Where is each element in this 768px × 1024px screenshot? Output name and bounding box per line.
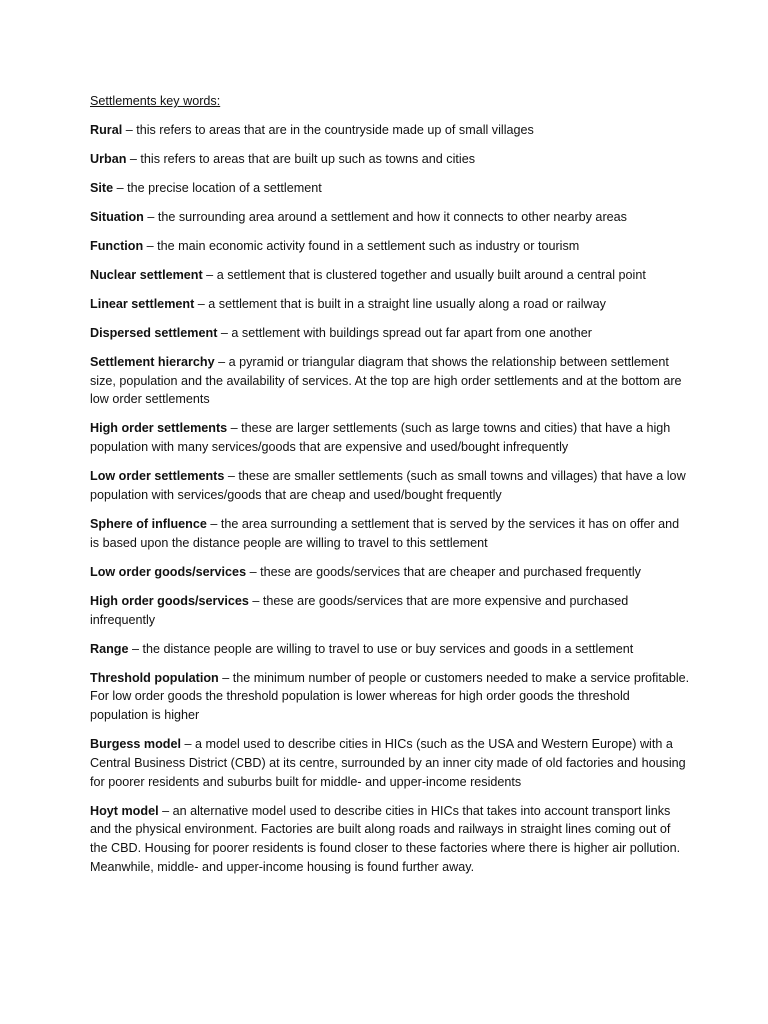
- keyword-entry: [90, 669, 690, 725]
- keyword-term: Rural: [90, 122, 123, 137]
- keyword-term: Function: [90, 238, 144, 253]
- keyword-definition: – the distance people are willing to travel to use or buy services and goods in a settlement: [128, 641, 634, 656]
- keyword-term: Hoyt model: [90, 803, 159, 818]
- keyword-definition: – a model used to describe cities in HICs (such as the USA and Western Europe) with a Central Business District (CBD) at its centre, surrounded by an inner city made of old factories and housing for poorer residents and suburbs built for middle- and upper-income residents: [90, 737, 686, 789]
- keyword-definition: – a settlement with buildings spread out far apart from one another: [217, 325, 592, 340]
- keyword-term: High order goods/services: [90, 593, 249, 608]
- keyword-entry: [90, 324, 690, 343]
- keyword-definition: – the minimum number of people or customers needed to make a service profitable. For low order goods the threshold population is lower whereas for high order goods the threshold population is higher: [90, 670, 690, 723]
- keyword-entry: [90, 208, 690, 227]
- keyword-entry: [90, 640, 690, 659]
- keyword-entry: [90, 150, 690, 169]
- keyword-entry: [90, 802, 690, 877]
- keyword-term: Situation: [90, 209, 144, 224]
- keyword-entry: [90, 563, 690, 582]
- page-heading: Settlements key words:: [90, 94, 221, 108]
- keyword-definition: – the main economic activity found in a settlement such as industry or tourism: [143, 238, 580, 253]
- keyword-term: Settlement hierarchy: [90, 354, 215, 369]
- keyword-entry: [90, 419, 690, 457]
- keyword-definition: – a pyramid or triangular diagram that shows the relationship between settlement size, population and the availability of services. At the top are high order settlements and at the bottom are low order settlements: [90, 354, 682, 407]
- keyword-definition: – these are goods/services that are more expensive and purchased infrequently: [90, 593, 629, 627]
- keyword-definition: – the precise location of a settlement: [113, 180, 322, 195]
- keyword-definition: – the area surrounding a settlement that is served by the services it has on offer and is based upon the distance people are willing to travel to this settlement: [90, 517, 680, 550]
- keyword-term: High order settlements: [90, 421, 228, 436]
- keyword-term: Threshold population: [90, 670, 219, 685]
- keyword-entry: [90, 295, 690, 314]
- keyword-term: Low order settlements: [90, 469, 225, 484]
- keyword-entry: [90, 735, 690, 791]
- keyword-entry: [90, 266, 690, 285]
- keyword-term: Site: [90, 180, 114, 195]
- keyword-entry: [90, 121, 690, 140]
- keyword-definition: – these are smaller settlements (such as small towns and villages) that have a low population with services/goods that are cheap and used/bought frequently: [90, 469, 686, 503]
- keyword-entry: [90, 515, 690, 553]
- keyword-definition: – the surrounding area around a settlement and how it connects to other nearby areas: [143, 209, 627, 224]
- keyword-term: Range: [90, 641, 129, 656]
- keyword-term: Low order goods/services: [90, 564, 247, 579]
- keyword-definition: – this refers to areas that are built up such as towns and cities: [126, 151, 476, 166]
- keyword-definition: – an alternative model used to describe cities in HICs that takes into account transport links and the physical environment. Factories are built along roads and railways in straight lines coming out of the CBD. Housing for poorer residents is found closer to these factories where there is higher air pollution. Meanwhile, middle- and upper-income housing is found further away.: [90, 803, 681, 875]
- keyword-entry: [90, 353, 690, 409]
- keyword-term: Urban: [90, 151, 127, 166]
- keyword-entry: [90, 467, 690, 505]
- keyword-list: [90, 121, 690, 877]
- keyword-term: Linear settlement: [90, 296, 195, 311]
- keyword-definition: – these are goods/services that are cheaper and purchased frequently: [246, 564, 641, 579]
- keyword-definition: – this refers to areas that are in the countryside made up of small villages: [122, 122, 534, 137]
- keyword-definition: – a settlement that is clustered together and usually built around a central point: [202, 267, 646, 282]
- keyword-entry: [90, 592, 690, 630]
- keyword-term: Sphere of influence: [90, 517, 207, 531]
- keyword-term: Nuclear settlement: [90, 267, 203, 282]
- keyword-definition: – these are larger settlements (such as large towns and cities) that have a high population with many services/goods that are expensive and used/bought infrequently: [90, 421, 671, 455]
- keyword-term: Dispersed settlement: [90, 325, 218, 340]
- document-page: [90, 92, 690, 887]
- keyword-term: Burgess model: [90, 737, 181, 752]
- keyword-definition: – a settlement that is built in a straight line usually along a road or railway: [194, 296, 606, 311]
- keyword-entry: [90, 237, 690, 256]
- keyword-entry: [90, 179, 690, 198]
